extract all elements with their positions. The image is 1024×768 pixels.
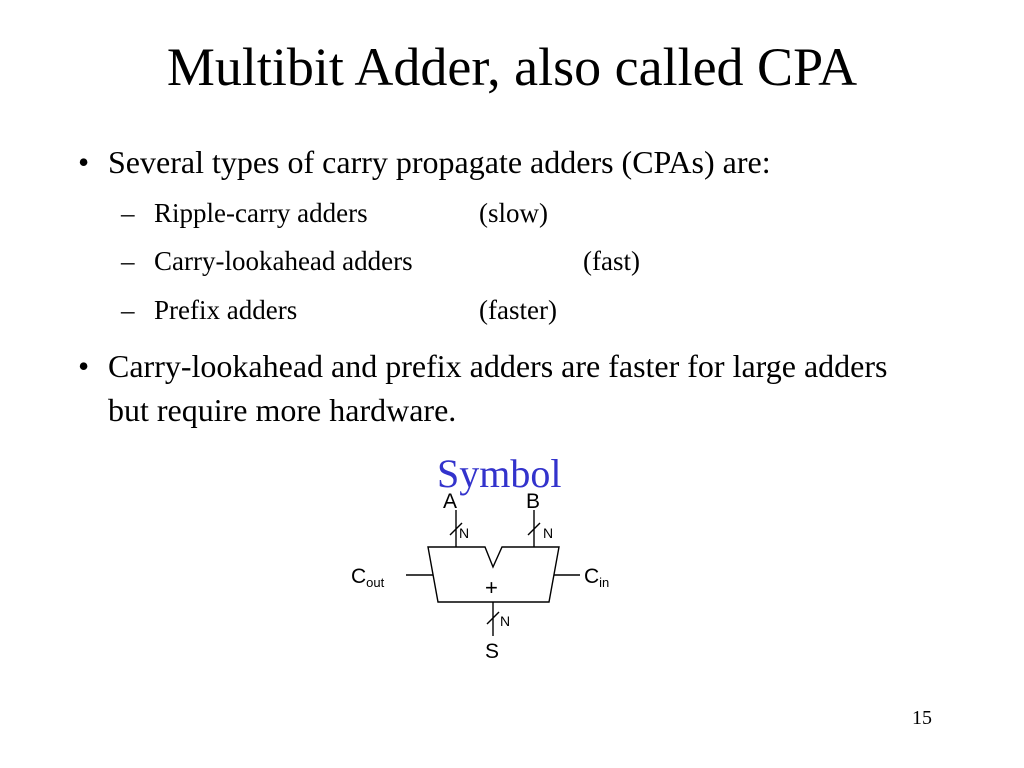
- sum-output-label: S: [485, 640, 500, 663]
- carry-out-base: C: [351, 565, 367, 588]
- slide-title: Multibit Adder, also called CPA: [166, 37, 858, 97]
- bullet-marker: •: [78, 348, 90, 384]
- adder-speed-label: (fast): [583, 246, 640, 276]
- sub-bullet-marker: –: [121, 198, 135, 228]
- sum-width-label: N: [500, 613, 511, 629]
- bullet-text: Several types of carry propagate adders (CPAs) are:: [108, 144, 771, 180]
- input-a-label: A: [443, 490, 458, 513]
- carry-in-base: C: [584, 565, 600, 588]
- bullet-text: Carry-lookahead and prefix adders are faster for large adders but require more hardware.: [108, 348, 888, 428]
- sub-bullet-marker: –: [121, 295, 135, 325]
- adder-operator-label: +: [485, 575, 498, 600]
- input-b-width-label: N: [543, 525, 554, 541]
- carry-in-label: [584, 565, 609, 590]
- input-b-label: B: [526, 490, 541, 513]
- slide-number: 15: [912, 707, 932, 729]
- sub-bullet-marker: –: [121, 246, 135, 276]
- adder-type-name: Carry-lookahead adders: [154, 246, 413, 276]
- bullet-marker: •: [78, 144, 90, 180]
- bullet-item: [78, 344, 898, 432]
- bullet-item: [78, 140, 898, 184]
- adder-symbol-diagram: [330, 486, 630, 666]
- adder-speed-label: (faster): [479, 295, 557, 325]
- carry-out-label: [351, 565, 385, 590]
- adder-type-name: Ripple-carry adders: [154, 198, 368, 228]
- symbol-heading: Symbol: [437, 451, 562, 496]
- adder-speed-label: (slow): [479, 198, 548, 228]
- carry-in-subscript: in: [599, 575, 610, 590]
- adder-type-name: Prefix adders: [154, 295, 298, 325]
- carry-out-subscript: out: [366, 575, 385, 590]
- input-a-width-label: N: [459, 525, 470, 541]
